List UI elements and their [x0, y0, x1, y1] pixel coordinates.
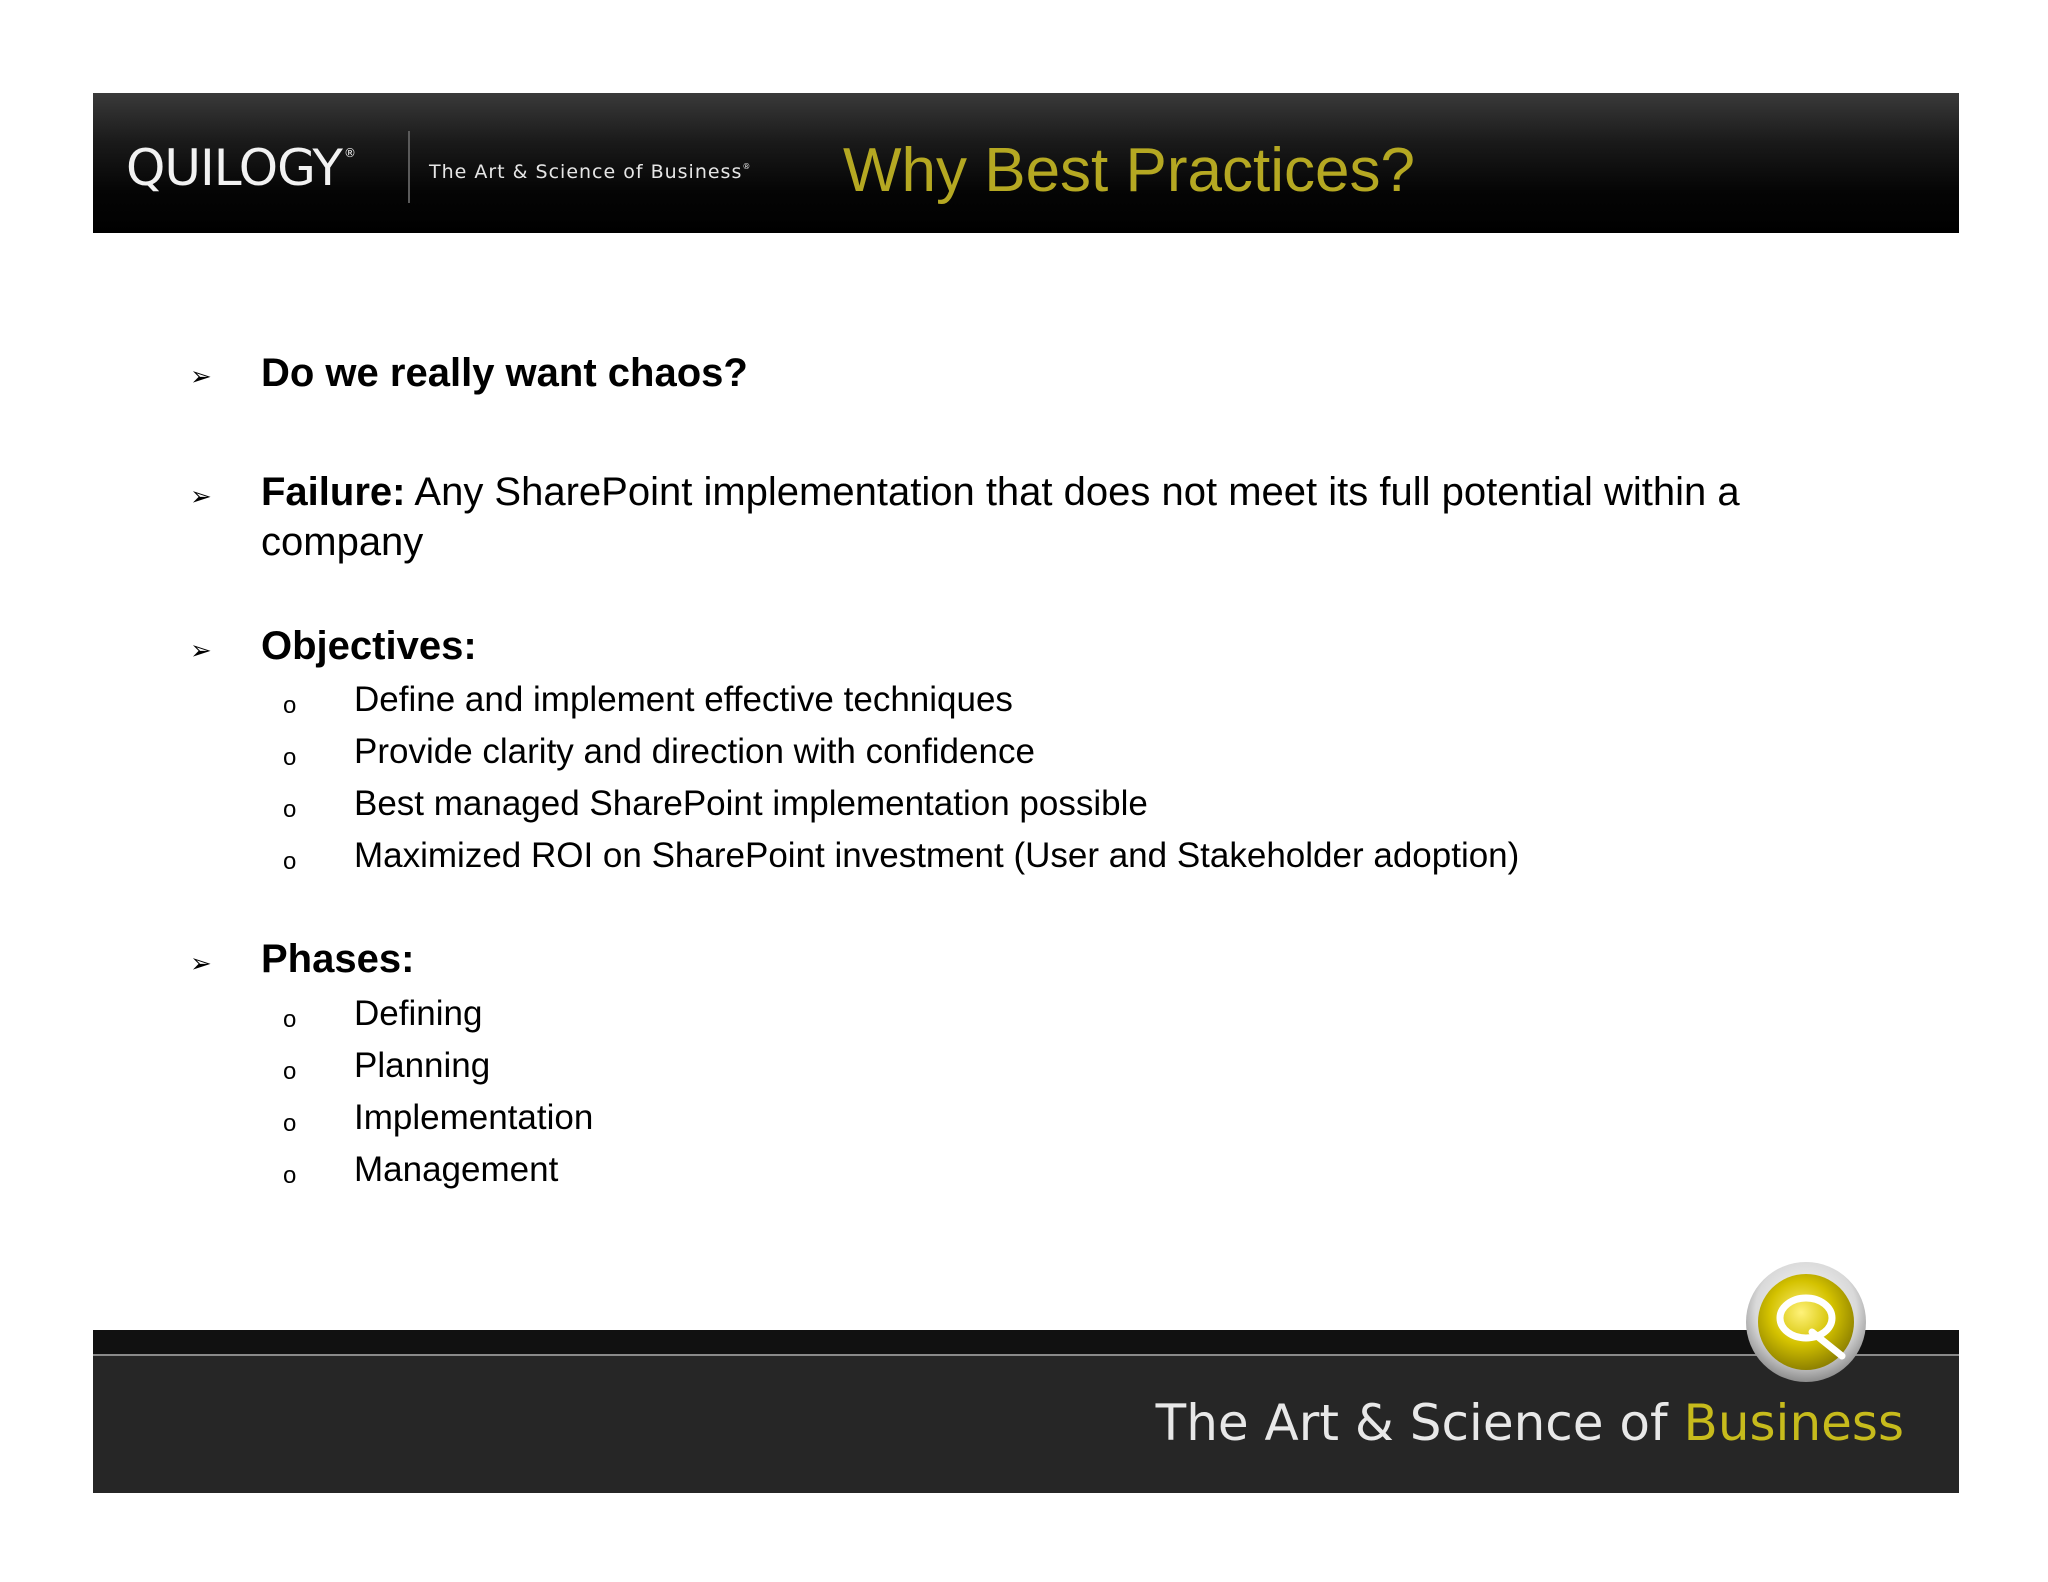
- failure-lead: Failure:: [261, 470, 406, 514]
- header-tagline-mark: ®: [742, 162, 752, 171]
- footer-tagline-accent: Business: [1683, 1394, 1904, 1452]
- footer-bar: [93, 1330, 1959, 1493]
- circle-bullet-icon: o: [283, 1006, 297, 1033]
- arrow-bullet-icon: ➢: [190, 948, 212, 978]
- q-logo-icon: [1742, 1258, 1872, 1388]
- objective-item: Maximized ROI on SharePoint investment (User and Stakeholder adoption): [354, 836, 1520, 875]
- phase-item: Defining: [354, 994, 483, 1033]
- circle-bullet-icon: o: [283, 1162, 297, 1189]
- quilogy-logo: [126, 139, 355, 197]
- bullet-phases: Phases:: [261, 937, 415, 981]
- header-bar: [93, 93, 1959, 233]
- header-tagline-text: The Art & Science of Business: [429, 161, 743, 183]
- footer-tagline: [1155, 1394, 1904, 1452]
- circle-bullet-icon: o: [283, 1110, 297, 1137]
- objective-item: Define and implement effective techniques: [354, 680, 1013, 719]
- logo-text: QUILOGY: [126, 139, 342, 197]
- arrow-bullet-icon: ➢: [190, 481, 212, 511]
- slide-title: Why Best Practices?: [843, 136, 1415, 205]
- phase-item: Management: [354, 1150, 559, 1189]
- header-tagline: [429, 163, 751, 182]
- objective-item: Best managed SharePoint implementation possible: [354, 784, 1148, 823]
- bullet-chaos: Do we really want chaos?: [261, 351, 748, 395]
- bullet-objectives: Objectives:: [261, 624, 477, 668]
- objective-item: Provide clarity and direction with confidence: [354, 732, 1035, 771]
- logo-divider: [408, 131, 410, 203]
- circle-bullet-icon: o: [283, 796, 297, 823]
- circle-bullet-icon: o: [283, 848, 297, 875]
- footer-tagline-main: The Art & Science of: [1155, 1394, 1684, 1452]
- circle-bullet-icon: o: [283, 692, 297, 719]
- footer-top-strip: [93, 1330, 1959, 1356]
- circle-bullet-icon: o: [283, 1058, 297, 1085]
- phase-item: Planning: [354, 1046, 491, 1085]
- bullet-failure: [261, 467, 1821, 567]
- failure-text: Any SharePoint implementation that does not meet its full potential within a company: [261, 470, 1740, 564]
- arrow-bullet-icon: ➢: [190, 635, 212, 665]
- arrow-bullet-icon: ➢: [190, 361, 212, 391]
- circle-bullet-icon: o: [283, 744, 297, 771]
- phase-item: Implementation: [354, 1098, 594, 1137]
- logo-registered-mark: ®: [343, 146, 355, 160]
